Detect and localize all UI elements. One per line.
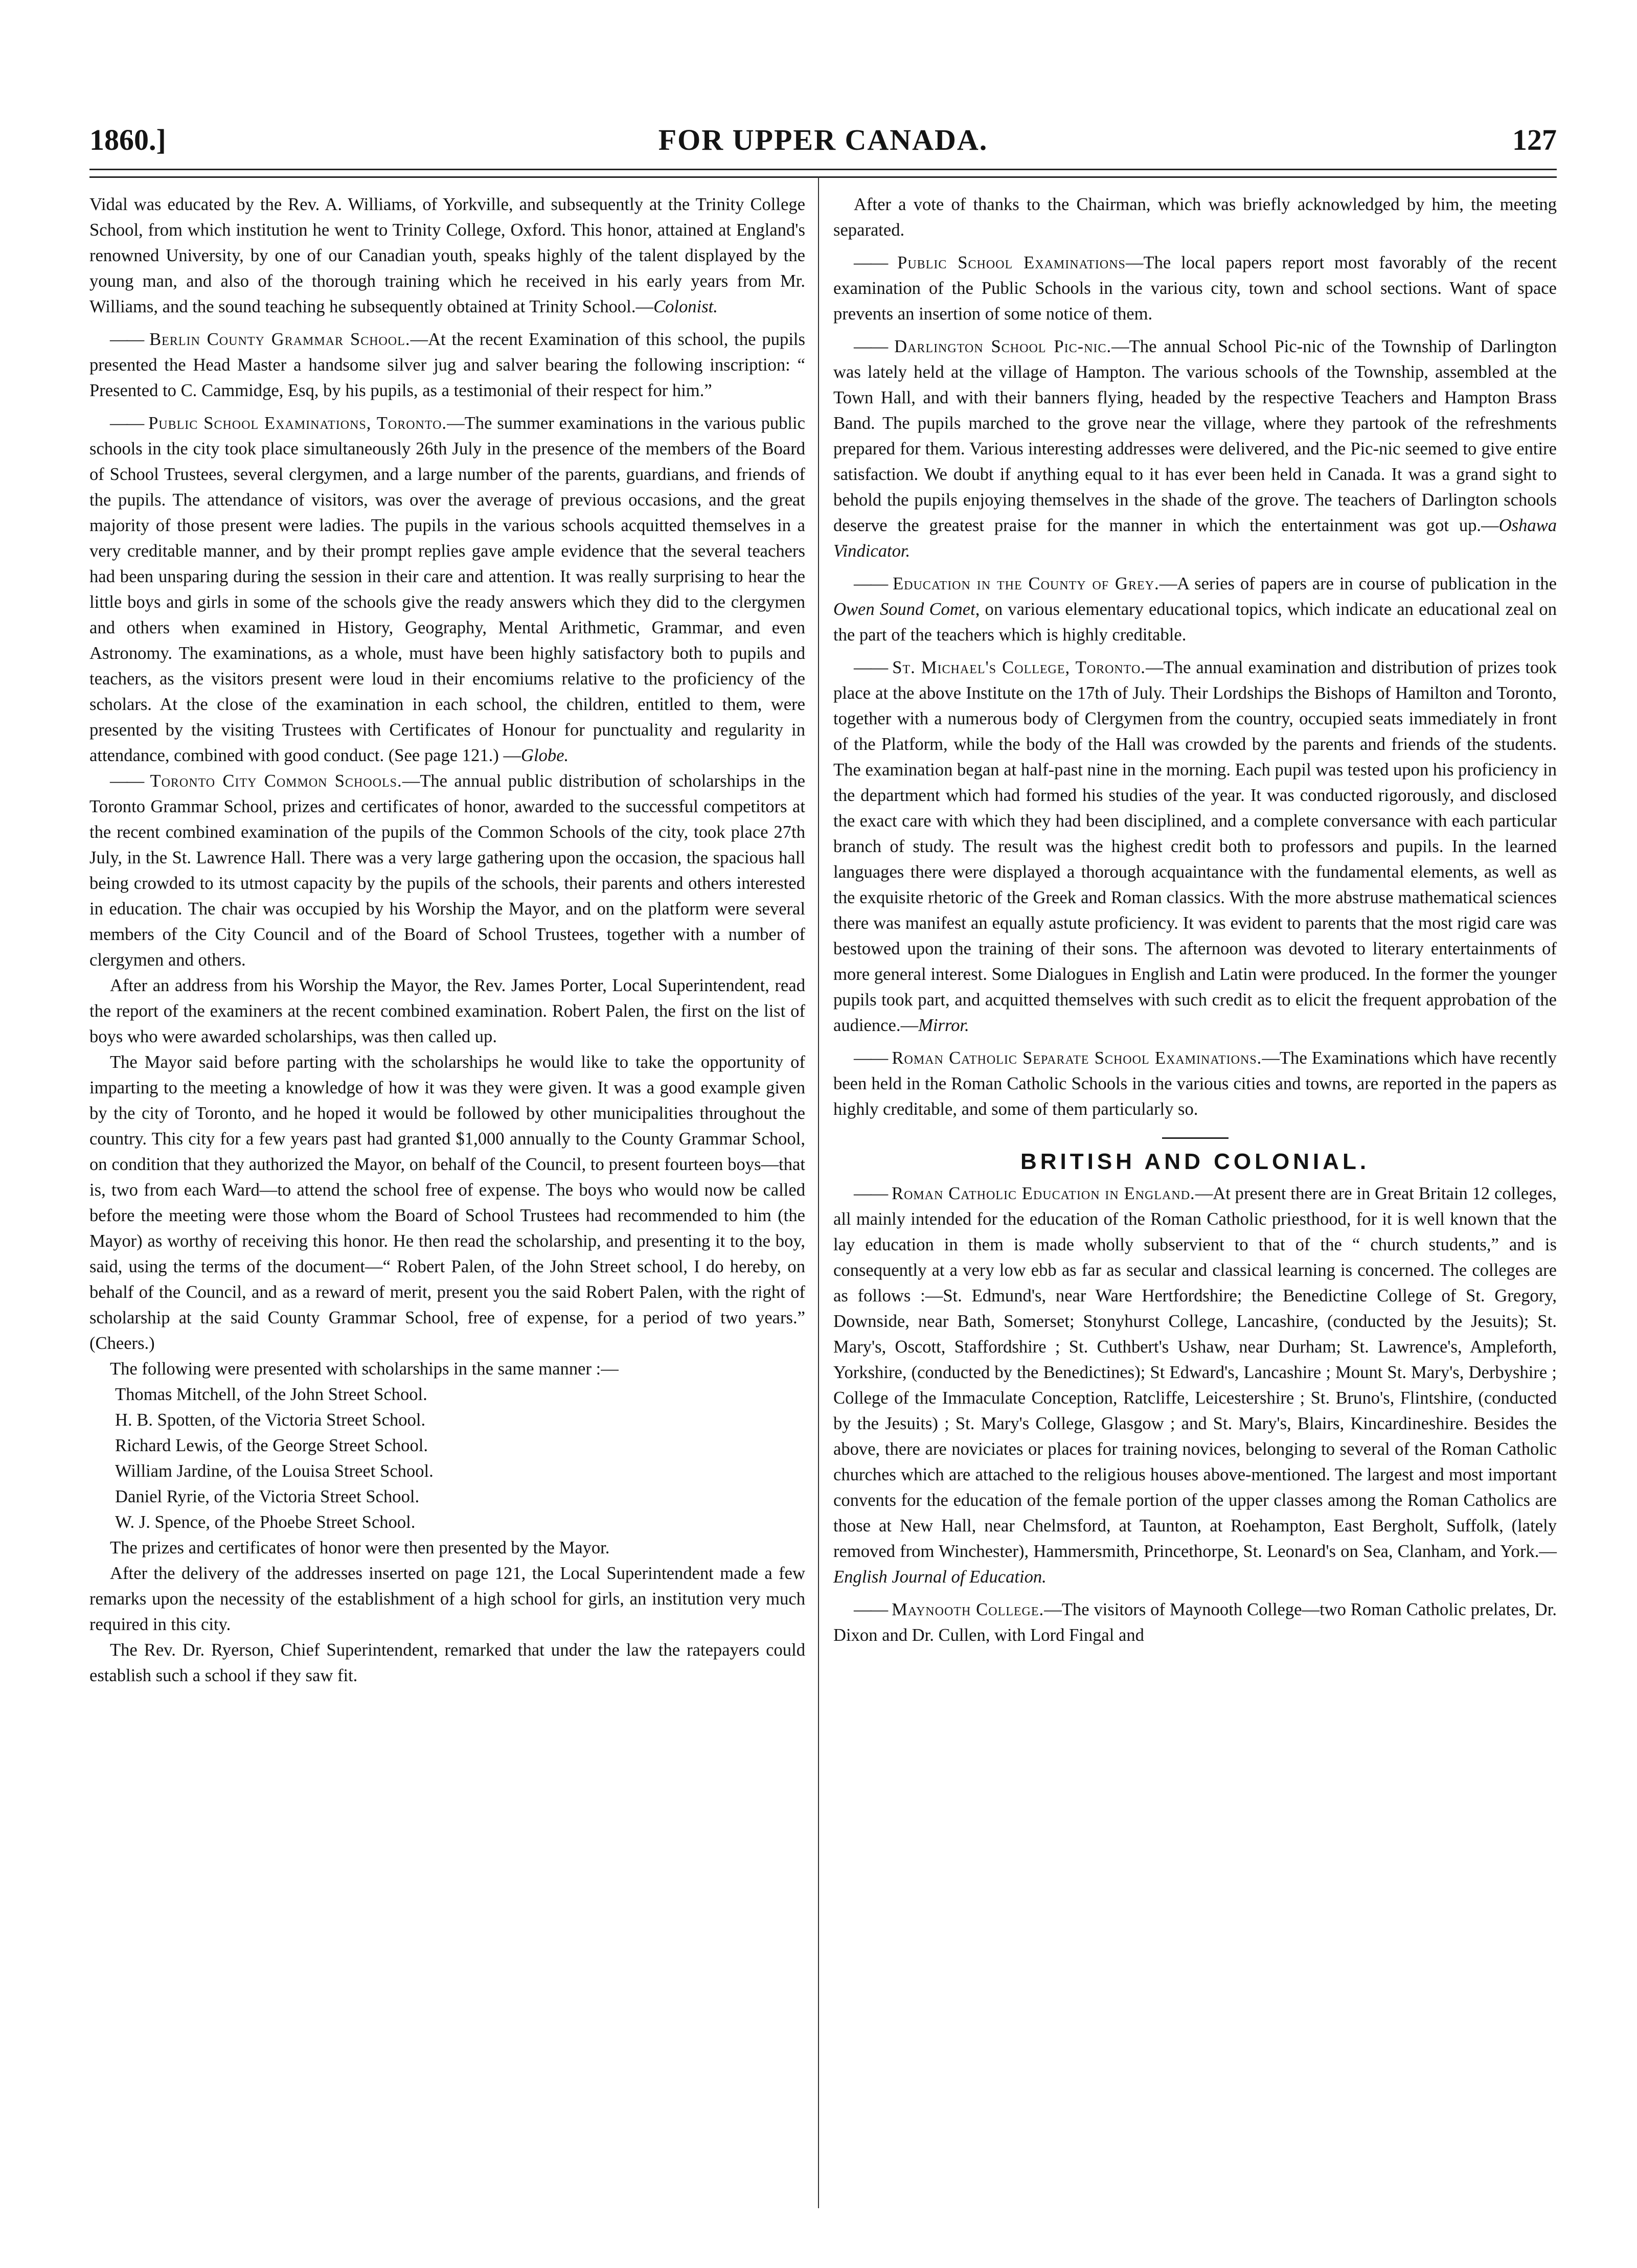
article-title: Toronto City Common Schools. [150, 771, 402, 791]
list-item: Thomas Mitchell, of the John Street School. [115, 1385, 427, 1404]
list-item: W. J. Spence, of the Phoebe Street School. [115, 1513, 416, 1532]
article-title: Education in the County of Grey. [893, 574, 1159, 593]
header-year: 1860.] [89, 123, 166, 156]
article-toronto-common-schools: —— Toronto City Common Schools.—The annual public distribution of scholarships in the Toronto Grammar School, prizes and certificates of honor, awarded to the successful competitors at the recent combined examination of the pupils of the Common Schools of the city, took place 27th July, in the St. Lawrence Hall. There was a very large gathering upon the occasion, the spacious hall being crowded to its utmost capacity by the pupils of the schools, their parents and others interested in education. The chair was occupied by his Worship the Mayor, and on the platform were several members of the City Council and of the Board of School Trustees, together with a number of clergymen and others. [89, 771, 805, 970]
source-attribution: Oshawa Vindicator. [833, 516, 1557, 561]
header-title: FOR UPPER CANADA. [658, 123, 988, 156]
article-paragraph: The Mayor said before parting with the scholarships he would like to take the opportunity of imparting to the meeting a knowledge of how it was they were given. It was a good example given by the city of Toronto, and he hoped it would be followed by other municipalities throughout the country. This city for a few years past had granted $1,000 annually to the County Grammar School, on condition that they authorized the Mayor, on behalf of the Council, to present fourteen boys—that is, two from each Ward—to attend the school free of expense. The boys who would now be called before the meeting were those whom the Board of School Trustees had recommended to him (the Mayor) as worthy of receiving this honor. He then read the scholarship, and presenting it to the boy, said, using the terms of the document—“ Robert Palen, of the John Street school, I do hereby, on behalf of the Council, and as a reward of merit, present you the said Robert Palen, with the right of scholarship at the said County Grammar School, free of expense, for a period of two years.” (Cheers.) [89, 1052, 805, 1353]
article-title: Roman Catholic Education in England. [892, 1184, 1195, 1203]
article-maynooth: —— Maynooth College.—The visitors of Maynooth College—two Roman Catholic prelates, Dr. Dixon and Dr. Cullen, with Lord Fingal and [833, 1600, 1557, 1645]
article-title: Roman Catholic Separate School Examinations. [892, 1048, 1262, 1068]
article-darlington-picnic: —— Darlington School Pic-nic.—The annual School Pic-nic of the Township of Darlington was lately held at the village of Hampton. The various schools of the Township, assembled at the Town Hall, and with their banners flying, headed by the respective Teachers and Hampton Brass Band. The pupils marched to the grove near the village, where they partook of the refreshments prepared for them. Various interesting addresses were delivered, and the Pic-nic seemed to give entire satisfaction. We doubt if anything equal to it has ever been held in Canada. It was a grand sight to behold the pupils enjoying themselves in the shade of the grove. The teachers of Darlington schools deserve the greatest praise for the manner in which the entertainment was got up.—Oshawa Vindicator. [833, 337, 1557, 561]
article-text: —At the recent Examination of this school, the pupils presented the Head Master a handsome silver jug and salver bearing the following inscription: “ Presented to C. Cammidge, Esq, by his pupils, as a testimonial of their respect for him.” [89, 330, 805, 400]
article-text: —The annual examination and distribution of prizes took place at the above Institute on the 17th of July. Their Lordships the Bishops of Hamilton and Toronto, together with a numerous body of Clergymen from the country, occupied seats immediately in front of the Platform, while the body of the Hall was crowded by the parents and friends of the students. The examination began at half-past nine in the morning. Each pupil was tested upon his proficiency in the department which had formed his studies of the year. It was conducted rigorously, and disclosed the exact care with which they had been disciplined, and a complete conversance with each particular branch of study. The result was the highest credit both to professors and pupils. In the learned languages there were displayed a thorough acquaintance with the fundamental elements, as well as the exquisite rhetoric of the Greek and Roman classics. With the more abstruse mathematical sciences there was manifest an equally astute proficiency. It was evident to parents that the most rigid care was bestowed upon the training of their sons. The afternoon was devoted to literary entertainments of more general interest. Some Dialogues in English and Latin were produced. In the former the younger pupils took part, and acquitted themselves with such credit as to elicit the frequent approbation of the audience.— [833, 658, 1557, 1035]
page-header [89, 123, 1557, 164]
article-title: Berlin County Grammar School. [149, 330, 411, 349]
list-item: William Jardine, of the Louisa Street School. [115, 1461, 434, 1481]
article-text: —A series of papers are in course of publication in the [1159, 574, 1557, 593]
article-rc-education-england: —— Roman Catholic Education in England.—At present there are in Great Britain 12 colleges, all mainly intended for the education of the Roman Catholic priesthood, for it is well known that the lay education in them is made wholly subservient to that of the “ church students,” and is consequently at a very low ebb as far as secular and classical learning is concerned. The colleges are as follows :—St. Edmund's, near Ware Hertfordshire; the Benedictine College of St. Gregory, Downside, near Bath, Somerset; Stonyhurst College, Lancashire, (conducted by the Jesuits); St. Mary's, Oscott, Staffordshire ; St. Cuthbert's Ushaw, near Durham; St. Lawrence's, Ampleforth, Yorkshire, (conducted by the Benedictines); St Edward's, Lancashire ; Mount St. Mary's, Derbyshire ; College of the Immaculate Conception, Ratcliffe, Leicestershire ; St. Bruno's, Flintshire, (conducted by the Jesuits) ; St. Mary's College, Glasgow ; and St. Mary's, Blairs, Kincardineshire. Besides the above, there are noviciates or places for training novices, belonging to several of the Roman Catholic churches which are attached to the religious houses above-mentioned. The largest and most important convents for the education of the female portion of the upper classes among the Roman Catholics are those at New Hall, near Chelmsford, at Taunton, at Roehampton, East Bergholt, Suffolk, (lately removed from Winchester), Hammersmith, Princethorpe, St. Leonard's on Sea, Clanham, and York.—English Journal of Education. [833, 1184, 1557, 1587]
list-item: H. B. Spotten, of the Victoria Street School. [115, 1410, 426, 1430]
article-text: —The summer examinations in the various public schools in the city took place simultaneously 26th July in the presence of the members of the Board of School Trustees, several clergymen, and a large number of the parents, guardians, and friends of the pupils. The attendance of visitors, was over the average of previous occasions, and the great majority of those present were ladies. The pupils in the various schools acquitted themselves in a very creditable manner, and by their prompt replies gave ample evidence that the several teachers had been unsparing during the session in their care and attention. It was really surprising to hear the little boys and girls in some of the schools give the ready answers which they did to the clergymen and others when examined in History, Geography, Mental Arithmetic, Grammar, and even Astronomy. The examinations, as a whole, must have been highly satisfactory both to pupils and teachers, as the visitors present were loud in their encomiums relative to the proficiency of the scholars. At the close of the examination in each school, the children, entitled to them, were presented by the visiting Trustees with Certificates of Honour for punctuality and regularity in attendance, combined with good conduct. (See page 121.) — [89, 414, 805, 765]
publication-name: Owen Sound Comet [833, 600, 975, 619]
article-text: —At present there are in Great Britain 12 colleges, all mainly intended for the education of the Roman Catholic priesthood, for it is well known that the lay education in them is made wholly subservient to that of the “ church students,” and is consequently at a very low ebb as far as secular and classical learning is concerned. The colleges are as follows :—St. Edmund's, near Ware Hertfordshire; the Benedictine College of St. Gregory, Downside, near Bath, Somerset; Stonyhurst College, Lancashire, (conducted by the Jesuits); St. Mary's, Oscott, Staffordshire ; St. Cuthbert's Ushaw, near Durham; St. Lawrence's, Ampleforth, Yorkshire, (conducted by the Benedictines); St Edward's, Lancashire ; Mount St. Mary's, Derbyshire ; College of the Immaculate Conception, Ratcliffe, Leicestershire ; St. Bruno's, Flintshire, (conducted by the Jesuits) ; St. Mary's College, Glasgow ; and St. Mary's, Blairs, Kincardineshire. Besides the above, there are noviciates or places for training novices, belonging to several of the Roman Catholic churches which are attached to the religious houses above-mentioned. The largest and most important convents for the education of the female portion of the upper classes among the Roman Catholics are those at New Hall, near Chelmsford, at Taunton, at Roehampton, East Bergholt, Suffolk, (lately removed from Winchester), Hammersmith, Princethorpe, St. Leonard's on Sea, Clanham, and York.— [833, 1184, 1557, 1561]
article-paragraph [89, 192, 805, 319]
article-paragraph: After an address from his Worship the Mayor, the Rev. James Porter, Local Superintendent, read the report of the examiners at the recent combined examination. Robert Palen, the first on the list of boys who were awarded scholarships, was then called up. [89, 976, 805, 1046]
paragraph-text: Vidal was educated by the Rev. A. Williams, of Yorkville, and subsequently at the Trinity College School, from which institution he went to Trinity College, Oxford. This honor, attained at England's renowned University, by one of our Canadian youth, speaks highly of the talent displayed by the young man, and also of the thorough training which he received in his early years from Mr. Williams, and the sound teaching he subsequently obtained at Trinity School.— [89, 195, 805, 316]
right-column [833, 192, 1557, 1648]
article-education-grey: —— Education in the County of Grey.—A series of papers are in course of publication in the Owen Sound Comet, on various elementary educational topics, which indicate an educational zeal on the part of the teachers which is highly creditable. [833, 574, 1557, 645]
source-attribution: Mirror. [918, 1016, 969, 1035]
source-attribution: Colonist. [653, 297, 718, 316]
article-public-exams: —— Public School Examinations—The local papers report most favorably of the recent examination of the Public Schools in the various city, town and school sections. Want of space prevents an insertion of some notice of them. [833, 253, 1557, 324]
source-attribution: English Journal of Education. [833, 1567, 1047, 1587]
article-text: —The Examinations which have recently been held in the Roman Catholic Schools in the various cities and towns, are reported in the papers as highly creditable, and some of them particularly so. [833, 1048, 1557, 1119]
list-item: Daniel Ryrie, of the Victoria Street School. [115, 1487, 420, 1506]
article-text: —The local papers report most favorably of the recent examination of the Public Schools in the various city, town and school sections. Want of space prevents an insertion of some notice of them. [833, 253, 1557, 324]
article-berlin-grammar: —— Berlin County Grammar School.—At the recent Examination of this school, the pupils presented the Head Master a handsome silver jug and salver bearing the following inscription: “ Presented to C. Cammidge, Esq, by his pupils, as a testimonial of their respect for him.” [89, 330, 805, 400]
article-rc-separate-exams: —— Roman Catholic Separate School Examinations.—The Examinations which have recently been held in the Roman Catholic Schools in the various cities and towns, are reported in the papers as highly creditable, and some of them particularly so. [833, 1048, 1557, 1119]
article-title: Maynooth College. [892, 1600, 1044, 1619]
source-attribution: Globe. [521, 746, 569, 765]
article-public-exams-toronto: —— Public School Examinations, Toronto.—The summer examinations in the various public schools in the city took place simultaneously 26th July in the presence of the members of the Board of School Trustees, several clergymen, and a large number of the parents, guardians, and friends of the pupils. The attendance of visitors, was over the average of previous occasions, and the great majority of those present were ladies. The pupils in the various schools acquitted themselves in a very creditable manner, and by their prompt replies gave ample evidence that the several teachers had been unsparing during the session in their care and attention. It was really surprising to hear the little boys and girls in some of the schools give the ready answers which they did to the clergymen and others when examined in History, Geography, Mental Arithmetic, Grammar, and even Astronomy. The examinations, as a whole, must have been highly satisfactory both to pupils and teachers, as the visitors present were loud in their encomiums relative to the proficiency of the scholars. At the close of the examination in each school, the children, entitled to them, were presented by the visiting Trustees with Certificates of Honour for punctuality and regularity in attendance, combined with good conduct. (See page 121.) —Globe. [89, 414, 805, 765]
article-paragraph: The prizes and certificates of honor were then presented by the Mayor. [110, 1538, 610, 1557]
article-paragraph: The Rev. Dr. Ryerson, Chief Superintendent, remarked that under the law the ratepayers could establish such a school if they saw fit. [89, 1640, 805, 1685]
article-paragraph: The following were presented with scholarships in the same manner :— [110, 1359, 619, 1379]
article-paragraph: After a vote of thanks to the Chairman, which was briefly acknowledged by him, the meeting separated. [833, 195, 1557, 240]
column-divider [818, 176, 819, 2208]
article-paragraph: After the delivery of the addresses inserted on page 121, the Local Superintendent made a few remarks upon the necessity of the establishment of a high school for girls, an institution very much required in this city. [89, 1564, 805, 1634]
article-title: Public School Examinations, Toronto. [148, 414, 447, 433]
header-rule-top [89, 169, 1557, 170]
article-text: , on various elementary educational topics, which indicate an educational zeal on the part of the teachers which is highly creditable. [833, 600, 1557, 645]
article-title: Darlington School Pic-nic. [894, 337, 1112, 356]
article-text: —The visitors of Maynooth College—two Roman Catholic prelates, Dr. Dixon and Dr. Cullen, with Lord Fingal and [833, 1600, 1557, 1645]
section-divider [1162, 1137, 1229, 1139]
article-title: Public School Examinations [897, 253, 1126, 272]
section-heading: BRITISH AND COLONIAL. [1020, 1149, 1370, 1174]
left-column [89, 192, 805, 1688]
article-text: —The annual School Pic-nic of the Township of Darlington was lately held at the village of Hampton. The various schools of the Township, assembled at the Town Hall, and with their banners flying, headed by the respective Teachers and Hampton Brass Band. The pupils marched to the grove near the village, where they partook of the refreshments prepared for them. Various interesting addresses were delivered, and the Pic-nic seemed to give entire satisfaction. We doubt if anything equal to it has ever been held in Canada. It was a grand sight to behold the pupils enjoying themselves in the shade of the grove. The teachers of Darlington schools deserve the greatest praise for the manner in which the entertainment was got up.— [833, 337, 1557, 535]
article-st-michaels: —— St. Michael's College, Toronto.—The annual examination and distribution of prizes took place at the above Institute on the 17th of July. Their Lordships the Bishops of Hamilton and Toronto, together with a numerous body of Clergymen from the country, occupied seats immediately in front of the Platform, while the body of the Hall was crowded by the parents and friends of the students. The examination began at half-past nine in the morning. Each pupil was tested upon his proficiency in the department which had formed his studies of the year. It was conducted rigorously, and disclosed the exact care with which they had been disciplined, and a complete conversance with each particular branch of study. The result was the highest credit both to professors and pupils. In the learned languages there were displayed a thorough acquaintance with the fundamental elements, as well as the exquisite rhetoric of the Greek and Roman classics. With the more abstruse mathematical sciences there was manifest an equally astute proficiency. It was evident to parents that the most rigid care was bestowed upon the training of their sons. The afternoon was devoted to literary entertainments of more general interest. Some Dialogues in English and Latin were produced. In the former the younger pupils took part, and acquitted themselves with such credit as to elicit the frequent approbation of the audience.—Mirror. [833, 658, 1557, 1035]
page-number: 127 [1512, 123, 1557, 156]
article-text: —The annual public distribution of scholarships in the Toronto Grammar School, prizes and certificates of honor, awarded to the successful competitors at the recent combined examination of the pupils of the Common Schools of the city, took place 27th July, in the St. Lawrence Hall. There was a very large gathering upon the occasion, the spacious hall being crowded to its utmost capacity by the pupils of the schools, their parents and others interested in education. The chair was occupied by his Worship the Mayor, and on the platform were several members of the City Council and of the Board of School Trustees, together with a number of clergymen and others. [89, 771, 805, 970]
list-item: Richard Lewis, of the George Street School. [115, 1436, 428, 1455]
article-title: St. Michael's College, Toronto. [892, 658, 1146, 677]
header-rule-bottom [89, 176, 1557, 178]
